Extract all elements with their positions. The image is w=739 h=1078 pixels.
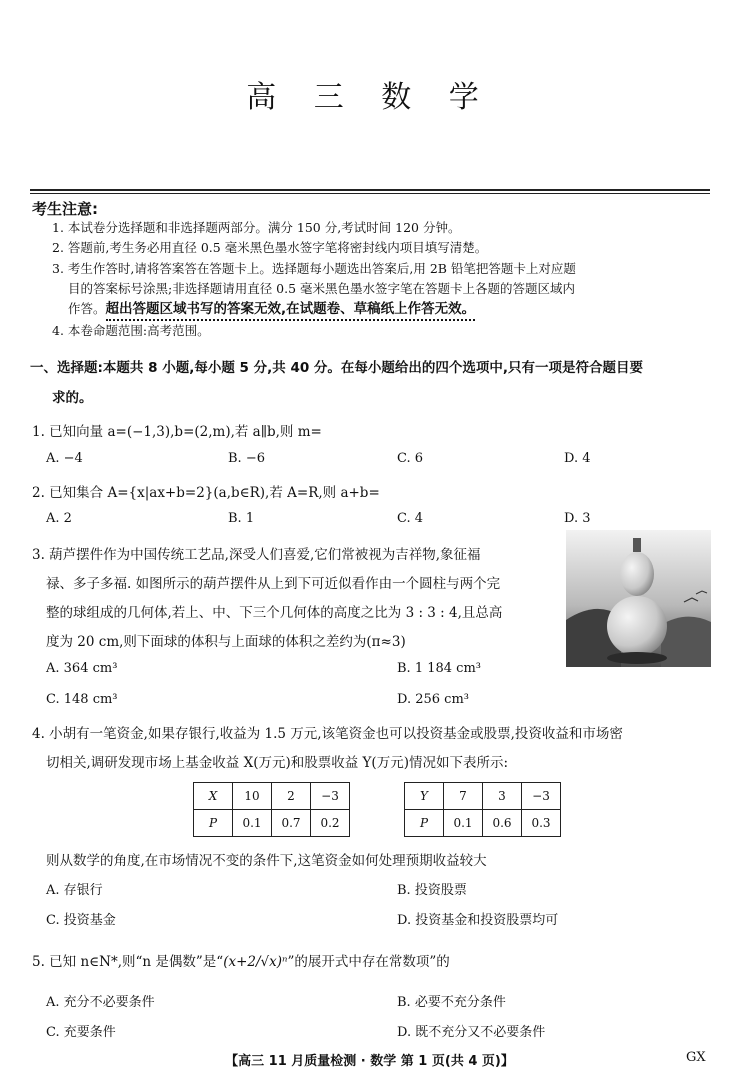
table-row bbox=[194, 810, 350, 837]
table-cell: 2 bbox=[272, 783, 311, 810]
question-2-option-d: D. 3 bbox=[564, 511, 591, 526]
table-cell: 0.2 bbox=[311, 810, 350, 837]
question-1-option-d: D. 4 bbox=[564, 451, 591, 466]
notice-item-3-line2: 目的答案标号涂黑;非选择题请用直径 0.5 毫米黑色墨水签字笔在答题卡上各题的答题区域内 bbox=[68, 281, 576, 296]
question-1-option-c: C. 6 bbox=[397, 451, 424, 466]
table-cell: X bbox=[194, 783, 233, 810]
notice-emphasis: 超出答题区域书写的答案无效,在试题卷、草稿纸上作答无效。 bbox=[106, 301, 476, 321]
header-divider bbox=[30, 189, 710, 191]
question-5-option-a: A. 充分不必要条件 bbox=[46, 995, 155, 1010]
page-title: 高 三 数 学 bbox=[246, 80, 493, 115]
section-heading-line2: 求的。 bbox=[52, 390, 93, 406]
gourd-ornament-image bbox=[566, 530, 711, 667]
footer-code: GX bbox=[686, 1050, 706, 1065]
question-5-stem bbox=[32, 950, 450, 970]
question-3-line4: 度为 20 cm,则下面球的体积与上面球的体积之差约为(π≈3) bbox=[46, 634, 406, 650]
question-2-option-c: C. 4 bbox=[397, 511, 424, 526]
question-1-option-a: A. −4 bbox=[46, 451, 83, 466]
question-4-line2: 切相关,调研发现市场上基金收益 X(万元)和股票收益 Y(万元)情况如下表所示: bbox=[46, 755, 509, 771]
question-4-option-a: A. 存银行 bbox=[46, 883, 103, 898]
notice-item-1: 1. 本试卷分选择题和非选择题两部分。满分 150 分,考试时间 120 分钟。 bbox=[52, 220, 461, 235]
question-2-option-a: A. 2 bbox=[46, 511, 72, 526]
fund-return-table bbox=[193, 782, 350, 837]
table-row bbox=[405, 810, 561, 837]
table-row bbox=[405, 783, 561, 810]
table-cell: P bbox=[194, 810, 233, 837]
notice-item-3-line1: 3. 考生作答时,请将答案答在答题卡上。选择题每小题选出答案后,用 2B 铅笔把答题卡上对应题 bbox=[52, 261, 576, 276]
binomial-expression: (x+2/√x)ⁿ bbox=[223, 954, 288, 970]
question-2-stem: 2. 已知集合 A={x|ax+b=2}(a,b∈R),若 A=R,则 a+b= bbox=[32, 485, 380, 501]
stock-return-table bbox=[404, 782, 561, 837]
table-cell: Y bbox=[405, 783, 444, 810]
question-3-line3: 整的球组成的几何体,若上、中、下三个几何体的高度之比为 3 : 3 : 4,且总高 bbox=[46, 605, 503, 621]
section-heading-line1: 一、选择题:本题共 8 小题,每小题 5 分,共 40 分。在每小题给出的四个选项中,只有一项是符合题目要 bbox=[30, 360, 644, 376]
question-1-option-b: B. −6 bbox=[228, 451, 265, 466]
question-4-line1: 4. 小胡有一笔资金,如果存银行,收益为 1.5 万元,该笔资金也可以投资基金或股票,投资收益和市场密 bbox=[32, 726, 623, 742]
question-5-stem-end: ”的展开式中存在常数项”的 bbox=[287, 954, 450, 970]
notice-item-3-line3 bbox=[68, 299, 475, 319]
table-row bbox=[194, 783, 350, 810]
table-cell: 7 bbox=[444, 783, 483, 810]
table-cell: −3 bbox=[522, 783, 561, 810]
table-cell: 0.1 bbox=[444, 810, 483, 837]
table-cell: 0.6 bbox=[483, 810, 522, 837]
notice-item-2: 2. 答题前,考生务必用直径 0.5 毫米黑色墨水签字笔将密封线内项目填写清楚。 bbox=[52, 240, 488, 255]
question-5-option-d: D. 既不充分又不必要条件 bbox=[397, 1025, 546, 1040]
question-3-option-c: C. 148 cm³ bbox=[46, 692, 118, 707]
question-5-stem-start: 5. 已知 n∈N*,则“n 是偶数”是“ bbox=[32, 954, 224, 970]
notice-item-3-line3-start: 作答。 bbox=[68, 301, 106, 316]
question-3-option-d: D. 256 cm³ bbox=[397, 692, 469, 707]
table-cell: 3 bbox=[483, 783, 522, 810]
question-5-option-c: C. 充要条件 bbox=[46, 1025, 116, 1040]
table-cell: P bbox=[405, 810, 444, 837]
question-5-option-b: B. 必要不充分条件 bbox=[397, 995, 506, 1010]
table-cell: 0.3 bbox=[522, 810, 561, 837]
question-1-stem: 1. 已知向量 a=(−1,3),b=(2,m),若 a∥b,则 m= bbox=[32, 424, 322, 440]
table-cell: 0.1 bbox=[233, 810, 272, 837]
question-4-option-c: C. 投资基金 bbox=[46, 913, 116, 928]
table-cell: −3 bbox=[311, 783, 350, 810]
question-3-option-a: A. 364 cm³ bbox=[46, 661, 118, 676]
notice-heading: 考生注意: bbox=[32, 200, 98, 218]
table-cell: 10 bbox=[233, 783, 272, 810]
question-4-prompt: 则从数学的角度,在市场情况不变的条件下,这笔资金如何处理预期收益较大 bbox=[46, 853, 487, 869]
question-2-option-b: B. 1 bbox=[228, 511, 255, 526]
question-4-option-d: D. 投资基金和投资股票均可 bbox=[397, 913, 559, 928]
question-3-line1: 3. 葫芦摆件作为中国传统工艺品,深受人们喜爱,它们常被视为吉祥物,象征福 bbox=[32, 547, 481, 563]
page-footer: 【高三 11 月质量检测 · 数学 第 1 页(共 4 页)】 bbox=[225, 1054, 514, 1069]
table-cell: 0.7 bbox=[272, 810, 311, 837]
question-4-option-b: B. 投资股票 bbox=[397, 883, 467, 898]
question-3-line2: 禄、多子多福. 如图所示的葫芦摆件从上到下可近似看作由一个圆柱与两个完 bbox=[46, 576, 501, 592]
question-3-option-b: B. 1 184 cm³ bbox=[397, 661, 481, 676]
header-divider-thin bbox=[30, 193, 710, 194]
notice-item-4: 4. 本卷命题范围:高考范围。 bbox=[52, 323, 210, 338]
